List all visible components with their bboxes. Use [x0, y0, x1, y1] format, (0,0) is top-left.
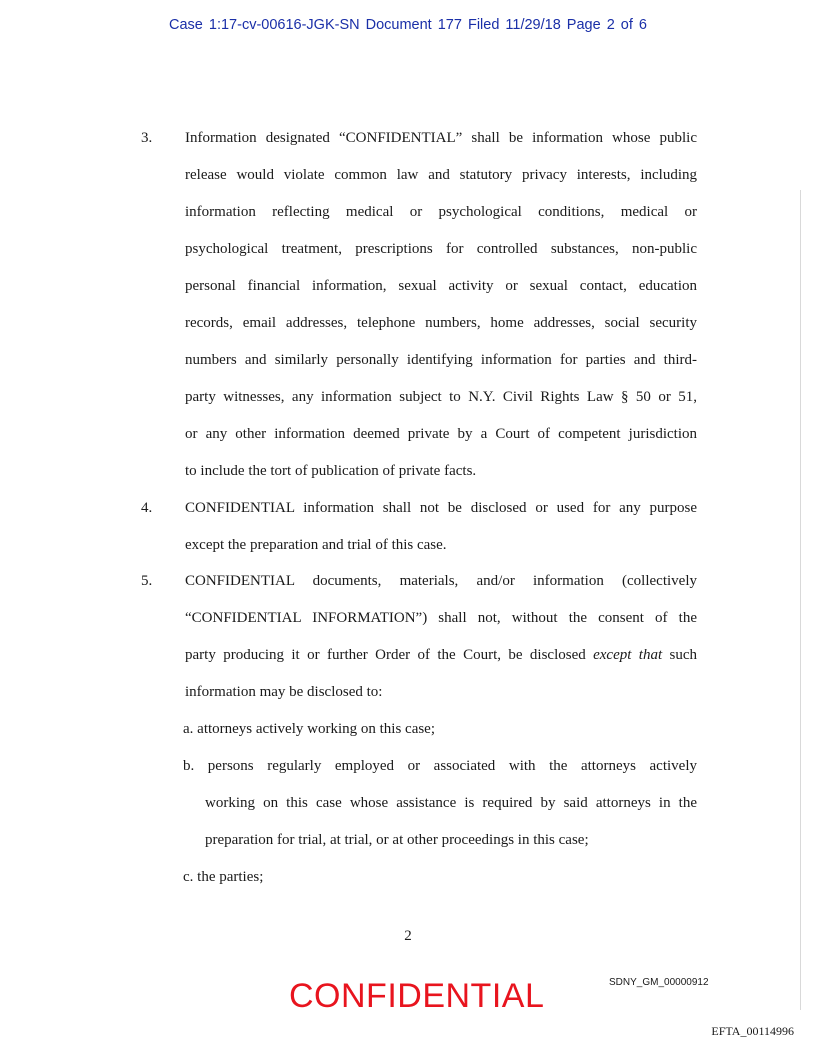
subitem-b-line: b. persons regularly employed or associated with the attorneys actively [183, 758, 697, 774]
paragraph-5-line [185, 647, 697, 664]
paragraph-3-line: information reflecting medical or psychological conditions, medical or [185, 204, 697, 220]
subitem-b-line: working on this case whose assistance is required by said attorneys in the [205, 795, 697, 811]
paragraph-3-line: party witnesses, any information subject to N.Y. Civil Rights Law § 50 or 51, [185, 389, 697, 405]
paragraph-5-number: 5. [141, 573, 153, 589]
paragraph-5-line3-italic: except that [593, 647, 663, 663]
paragraph-5-line: information may be disclosed to: [185, 684, 383, 700]
subitem-b-line: preparation for trial, at trial, or at other proceedings in this case; [205, 832, 589, 848]
bates-number: SDNY_GM_00000912 [609, 977, 709, 988]
paragraph-3-line: or any other information deemed private by a Court of competent jurisdiction [185, 426, 697, 442]
paragraph-5-line: CONFIDENTIAL documents, materials, and/or information (collectively [185, 573, 697, 589]
paragraph-3-number: 3. [141, 130, 153, 146]
efta-number: EFTA_00114996 [711, 1024, 794, 1038]
paragraph-4-line: CONFIDENTIAL information shall not be disclosed or used for any purpose [185, 500, 697, 516]
paragraph-3-line: personal financial information, sexual activity or sexual contact, education [185, 278, 697, 294]
case-header: Case 1:17-cv-00616-JGK-SN Document 177 Filed 11/29/18 Page 2 of 6 [169, 17, 647, 33]
paragraph-5-line3-end: such [669, 647, 697, 663]
paragraph-5-line3-start: party producing it or further Order of the Court, be disclosed [185, 647, 586, 663]
paragraph-3-line: psychological treatment, prescriptions for controlled substances, non-public [185, 241, 697, 257]
page-number: 2 [404, 928, 412, 944]
paragraph-3-line: numbers and similarly personally identifying information for parties and third- [185, 352, 697, 368]
paragraph-3-line: release would violate common law and statutory privacy interests, including [185, 167, 697, 183]
paragraph-4-line: except the preparation and trial of this case. [185, 537, 447, 553]
scan-edge-divider [800, 190, 801, 1010]
confidential-stamp: CONFIDENTIAL [289, 977, 545, 1015]
subitem-a: a. attorneys actively working on this case; [183, 721, 436, 737]
subitem-c: c. the parties; [183, 869, 264, 885]
paragraph-3-line: Information designated “CONFIDENTIAL” shall be information whose public [185, 130, 697, 146]
paragraph-3-line: records, email addresses, telephone numbers, home addresses, social security [185, 315, 697, 331]
paragraph-3-line: to include the tort of publication of private facts. [185, 463, 477, 479]
paragraph-4-number: 4. [141, 500, 153, 516]
paragraph-5-line: “CONFIDENTIAL INFORMATION”) shall not, without the consent of the [185, 610, 697, 626]
